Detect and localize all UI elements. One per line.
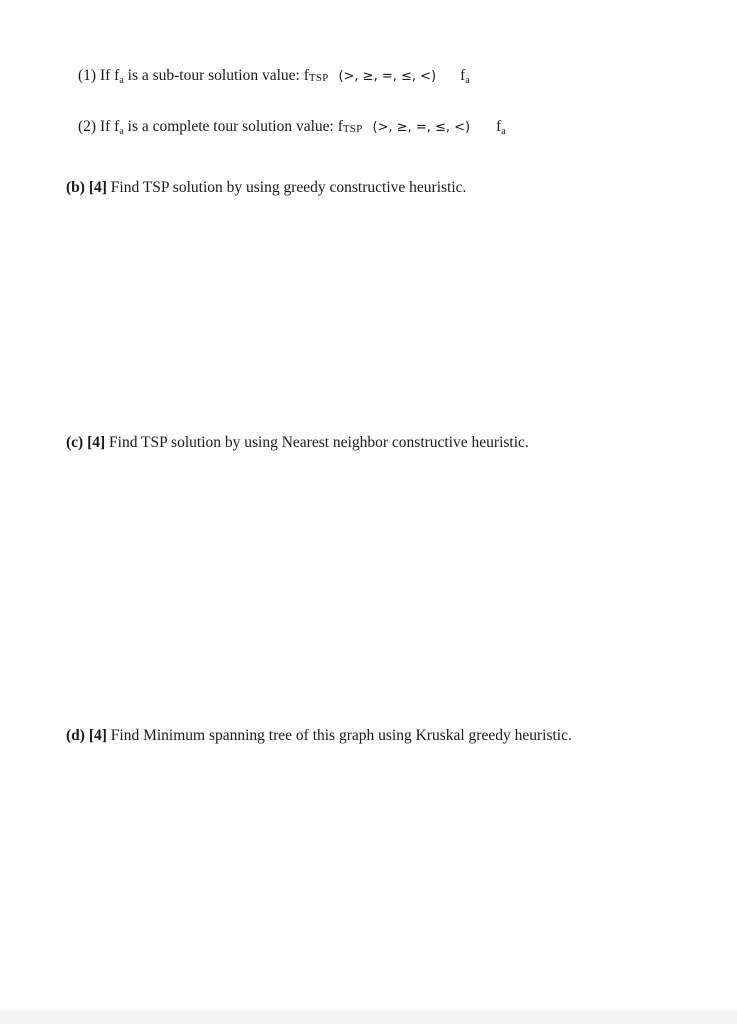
question-b — [66, 178, 466, 198]
q2-subscript-a: a — [119, 126, 124, 137]
q1-target-subscript: a — [465, 75, 470, 86]
q1-target: f — [460, 67, 466, 84]
question-1-line — [78, 66, 470, 91]
question-2-line — [78, 117, 506, 142]
question-c — [66, 433, 529, 453]
q1-subscript-tsp: TSP — [308, 72, 329, 84]
q2-subscript-tsp: TSP — [342, 123, 363, 135]
q2-prefix: (2) If f — [78, 118, 120, 135]
question-d — [66, 726, 572, 746]
question-d-text: Find Minimum spanning tree of this graph using Kruskal greedy heuristic. — [106, 727, 572, 744]
q1-middle: is a sub-tour solution value: f — [123, 67, 309, 84]
q2-target-subscript: a — [501, 126, 506, 137]
q2-target: f — [496, 118, 502, 135]
question-c-label: (c) [4] — [66, 434, 106, 451]
q2-middle: is a complete tour solution value: f — [123, 118, 343, 135]
question-b-text: Find TSP solution by using greedy constructive heuristic. — [106, 179, 467, 196]
question-c-text: Find TSP solution by using Nearest neighbor constructive heuristic. — [105, 434, 529, 451]
q1-subscript-a: a — [119, 75, 124, 86]
page-bottom-edge — [0, 1010, 737, 1024]
q2-operator-options: (>, ≥, =, ≤, <) — [372, 120, 471, 135]
q1-prefix: (1) If f — [78, 67, 120, 84]
question-b-label: (b) [4] — [66, 179, 107, 196]
question-d-label: (d) [4] — [66, 727, 107, 744]
q1-operator-options: (>, ≥, =, ≤, <) — [338, 69, 437, 84]
